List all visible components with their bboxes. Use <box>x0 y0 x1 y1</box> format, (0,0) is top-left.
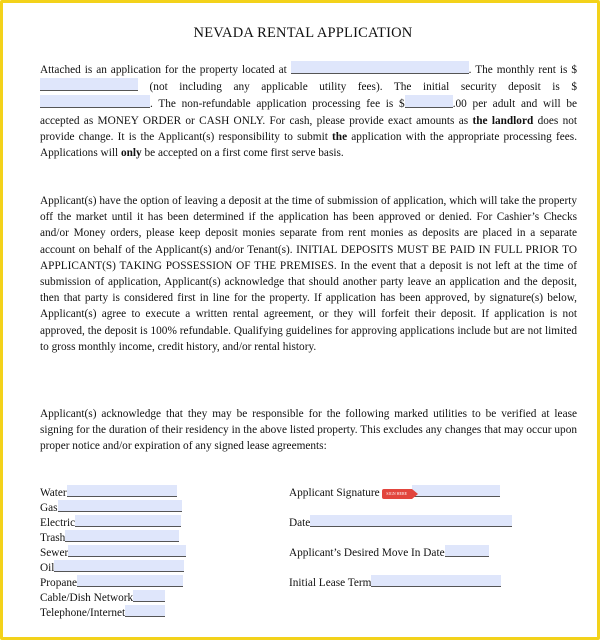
utility-field-propane[interactable] <box>77 575 183 587</box>
intro-text: (not including any applicable utility fees). The initial security deposit is <box>149 81 560 94</box>
utility-field-cable[interactable] <box>133 590 165 602</box>
date-row <box>289 515 512 530</box>
applicant-signature-field[interactable] <box>412 485 500 497</box>
property-address-field[interactable] <box>291 61 469 74</box>
utility-field-water[interactable] <box>67 485 177 497</box>
date-field[interactable] <box>310 515 512 527</box>
move-in-date-label: Applicant’s Desired Move In Date <box>289 547 445 559</box>
lease-term-field[interactable] <box>371 575 501 587</box>
utilities-paragraph: Applicant(s) acknowledge that they may be responsible for the following marked utilities to be verified at lease signing for the duration of their residency in the above listed property. This excludes any changes that may occur upon proper notice and/or expiration of any signed lease agreements: <box>40 408 577 453</box>
utility-row-sewer <box>40 545 186 560</box>
utility-row-oil <box>40 560 184 575</box>
utility-label: Electric <box>40 517 76 529</box>
applicant-signature-label: Applicant Signature <box>289 487 380 499</box>
utility-field-oil[interactable] <box>54 560 184 572</box>
utility-row-trash <box>40 530 179 545</box>
intro-text: rent is $ <box>538 64 577 76</box>
intro-text: application with the appropriate processing fees. Applications will <box>40 130 578 160</box>
utility-label: Telephone/Internet <box>40 607 126 619</box>
intro-paragraph <box>40 61 577 161</box>
utility-label: Trash <box>40 532 66 544</box>
utility-row-electric <box>40 515 181 530</box>
security-deposit-field[interactable] <box>40 95 150 108</box>
utility-row-gas <box>40 500 182 515</box>
intro-text: does not provide change. It is the Applicant(s) responsibility to submit <box>40 114 578 143</box>
processing-fee-field[interactable] <box>405 95 453 108</box>
utility-label: Oil <box>40 562 55 574</box>
intro-bold-text: the landlord <box>472 114 534 127</box>
intro-text: . The monthly <box>468 64 535 76</box>
applicant-signature-row <box>289 485 500 500</box>
utility-field-telephone[interactable] <box>125 605 165 617</box>
utility-label: Propane <box>40 577 78 589</box>
intro-text: $ <box>571 81 577 94</box>
document-title: NEVADA RENTAL APPLICATION <box>193 25 413 41</box>
utility-field-electric[interactable] <box>75 515 181 527</box>
lease-term-row <box>289 575 501 590</box>
deposit-paragraph: Applicant(s) have the option of leaving a deposit at the time of submission of application, which will take the property off the market until it has been determined if the application has been approved or denied. For Cashier’s Checks and/or Money orders, please keep deposit monies separate from rent monies as deposits are placed in a separate account on behalf of the Applicant(s) and/or Tenant(s). INITIAL DEPOSITS MUST BE PAID IN FULL PRIOR TO APPLICANT(S) TAKING POSSESSION OF THE PREMISES. In the event that a deposit is not left at the time of submission of application, Applicant(s) acknowledge that should another party leave an application and the deposit, then that party is considered first in line for the property. If application has been approved, by signature(s) below, Applicant(s) agree to execute a written rental agreement, or they will forfeit their deposit. If application is not approved, the deposit is 100% refundable. Qualifying guidelines for approving applications include but are not limited to gross monthly income, credit history, and/or rental history. <box>40 195 577 353</box>
intro-text: .00 per adult and <box>452 98 538 111</box>
intro-text: will be accepted as MONEY ORDER or CASH ONLY. For cash, please provide exact amounts as <box>40 98 577 127</box>
utility-row-telephone <box>40 605 165 620</box>
intro-bold-text: only <box>120 147 142 160</box>
sign-here-tag[interactable]: SIGN HERE <box>382 489 412 499</box>
utility-row-propane <box>40 575 183 590</box>
utility-label: Water <box>40 487 67 499</box>
utility-field-gas[interactable] <box>58 500 182 512</box>
date-label: Date <box>289 517 311 529</box>
intro-text: be accepted on a first come first serve basis. <box>144 147 344 160</box>
utility-field-trash[interactable] <box>65 530 179 542</box>
intro-text: . The non-refundable application processing fee is $ <box>150 98 405 111</box>
utility-label: Cable/Dish Network <box>40 592 134 604</box>
monthly-rent-field[interactable] <box>40 78 138 91</box>
utility-row-cable <box>40 590 165 605</box>
lease-term-label: Initial Lease Term <box>289 577 372 589</box>
move-in-date-row <box>289 545 489 560</box>
utility-label: Sewer <box>40 547 69 559</box>
utility-field-sewer[interactable] <box>68 545 186 557</box>
utility-label: Gas <box>40 502 58 514</box>
move-in-date-field[interactable] <box>445 545 489 557</box>
intro-bold-text: the <box>332 130 348 143</box>
utility-row-water <box>40 485 177 500</box>
intro-text: Attached is an application for the property located at <box>40 64 287 76</box>
